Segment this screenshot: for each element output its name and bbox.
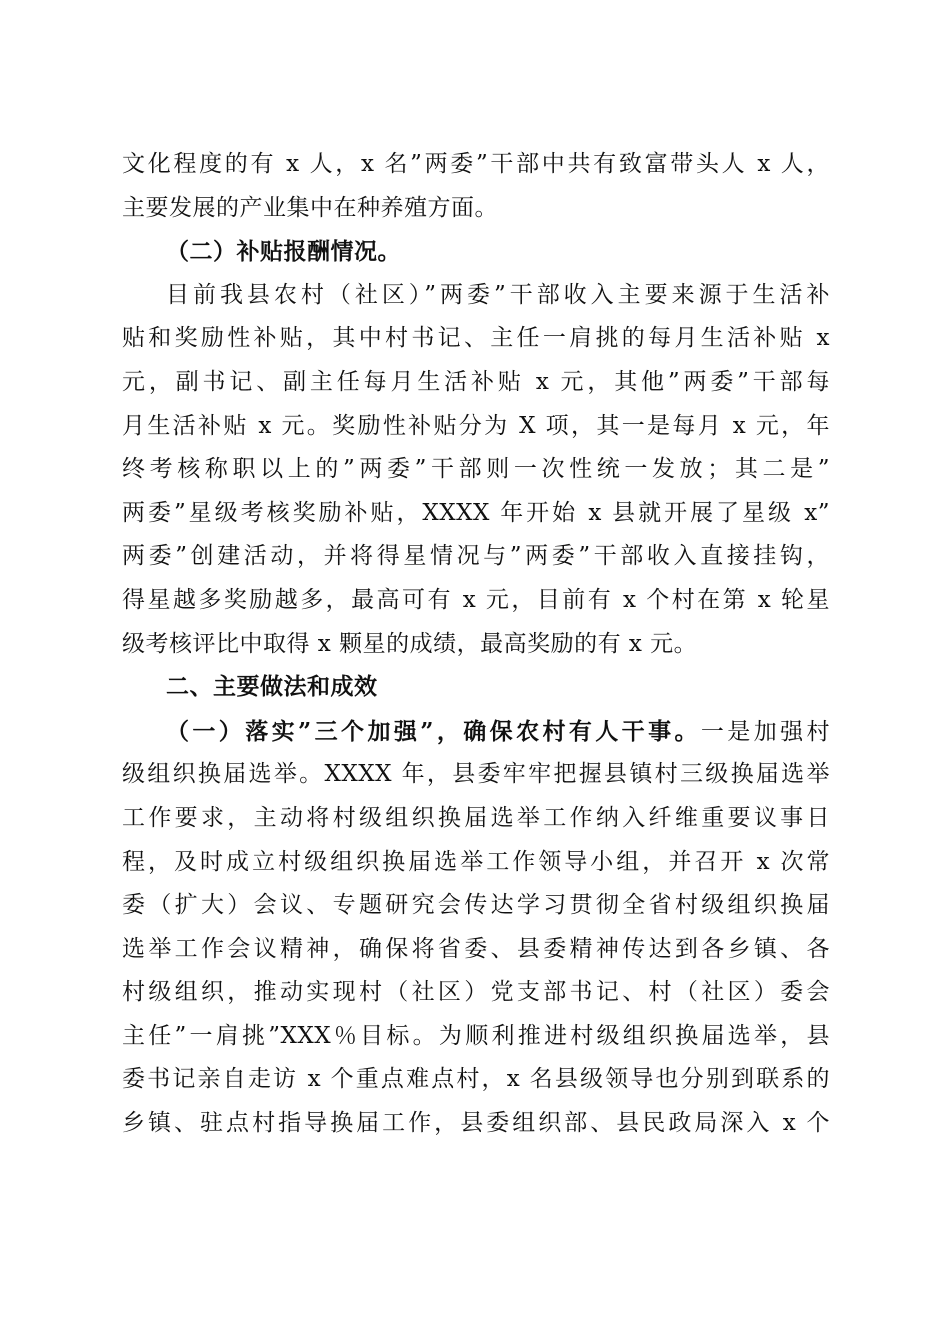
paragraph-line: 委书记亲自走访 x 个重点难点村，x 名县级领导也分别到联系的 bbox=[122, 1066, 830, 1093]
paragraph-lead: （一）落实”三个加强”，确保农村有人干事。 bbox=[166, 717, 701, 745]
section-subheading: （二）补贴报酬情况。 bbox=[166, 238, 401, 266]
paragraph-line: 程，及时成立村级组织换届选举工作领导小组，并召开 x 次常 bbox=[122, 848, 830, 875]
paragraph-line: 文化程度的有 x 人，x 名”两委”干部中共有致富带头人 x 人， bbox=[122, 151, 830, 177]
paragraph-line: 村级组织，推动实现村（社区）党支部书记、村（社区）委会 bbox=[122, 979, 830, 1006]
paragraph-line: 得星越多奖励越多，最高可有 x 元，目前有 x 个村在第 x 轮星 bbox=[122, 586, 830, 613]
paragraph-line: 级组织换届选举。XXXX 年，县委牢牢把握县镇村三级换届选举 bbox=[122, 761, 830, 788]
paragraph-line: 主任”一肩挑”XXX％目标。为顺利推进村级组织换届选举，县 bbox=[122, 1022, 830, 1049]
paragraph-line: 元，副书记、副主任每月生活补贴 x 元，其他”两委”干部每 bbox=[122, 368, 830, 395]
section-heading: 二、主要做法和成效 bbox=[166, 674, 378, 701]
paragraph-line: 目前我县农村（社区）”两委”干部收入主要来源于生活补 bbox=[166, 281, 830, 308]
paragraph-line: 贴和奖励性补贴，其中村书记、主任一肩挑的每月生活补贴 x bbox=[122, 325, 830, 352]
paragraph-line: 选举工作会议精神，确保将省委、县委精神传达到各乡镇、各 bbox=[122, 935, 830, 962]
paragraph-line: 工作要求，主动将村级组织换届选举工作纳入纤维重要议事日 bbox=[122, 804, 830, 831]
paragraph-line: 月生活补贴 x 元。奖励性补贴分为 X 项，其一是每月 x 元，年 bbox=[122, 412, 830, 439]
document-body bbox=[122, 143, 830, 1146]
paragraph-line: 终考核称职以上的”两委”干部则一次性统一发放；其二是” bbox=[122, 456, 830, 483]
paragraph-line: 乡镇、驻点村指导换届工作，县委组织部、县民政局深入 x 个 bbox=[122, 1110, 830, 1137]
paragraph-line: 级考核评比中取得 x 颗星的成绩，最高奖励的有 x 元。 bbox=[122, 630, 698, 657]
paragraph-line: 两委”星级考核奖励补贴，XXXX 年开始 x 县就开展了星级 x” bbox=[122, 499, 830, 526]
paragraph-line bbox=[122, 710, 830, 754]
paragraph-line: 两委”创建活动，并将得星情况与”两委”干部收入直接挂钩， bbox=[122, 543, 830, 570]
paragraph-line: 主要发展的产业集中在种养殖方面。 bbox=[122, 194, 498, 221]
paragraph-text: 一是加强村 bbox=[700, 718, 830, 745]
paragraph-line: 委（扩大）会议、专题研究会传达学习贯彻全省村级组织换届 bbox=[122, 892, 830, 919]
